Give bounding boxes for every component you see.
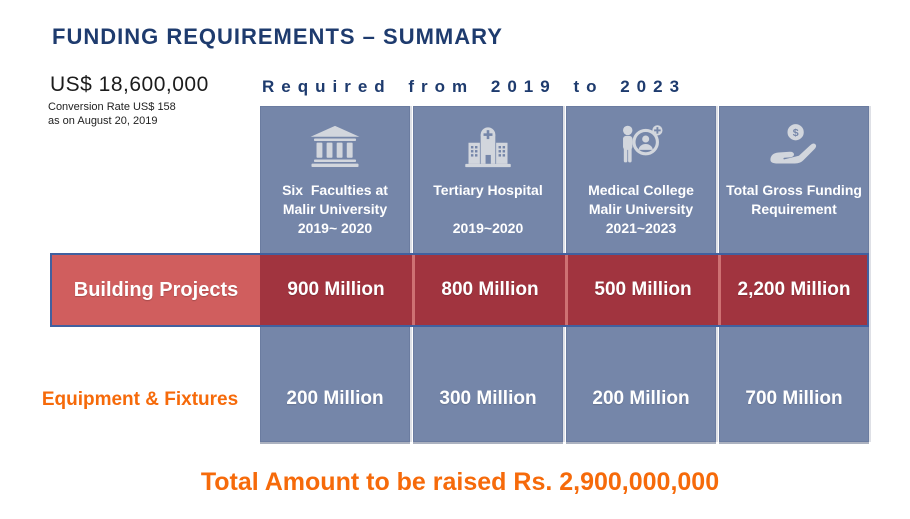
column-header-line — [722, 219, 866, 238]
svg-text:$: $ — [792, 126, 799, 139]
conversion-date-line: as on August 20, 2019 — [48, 115, 158, 127]
column-header-label — [569, 181, 713, 238]
column-header-label — [263, 181, 407, 238]
column-header-line: Medical College — [588, 182, 694, 198]
building-projects-value: 2,200 Million — [718, 255, 867, 325]
hand-dollar-icon — [720, 115, 868, 177]
row-label-building-projects: Building Projects — [52, 255, 260, 325]
equipment-fixtures-value: 200 Million — [592, 388, 690, 409]
column-header-line: Requirement — [751, 201, 837, 217]
building-projects-value: 900 Million — [287, 279, 385, 300]
equipment-fixtures-value: 700 Million — [745, 388, 843, 409]
conversion-rate-line: Conversion Rate US$ 158 — [48, 101, 176, 113]
column-header-line: Six Faculties at — [282, 182, 388, 198]
column-header-label — [722, 181, 866, 238]
column-header-line: Tertiary Hospital — [433, 182, 543, 198]
bank-icon — [261, 115, 409, 177]
column-header-line: Total Gross Funding — [726, 182, 862, 198]
column-header-line: 2019~2020 — [452, 220, 524, 236]
column-header-line — [416, 200, 560, 219]
building-projects-value: 500 Million — [565, 255, 718, 325]
required-period-heading: Required from 2019 to 2023 — [262, 77, 687, 96]
building-projects-value: 800 Million — [412, 255, 565, 325]
column-header-line: Malir University — [588, 201, 694, 217]
doctor-icon — [567, 115, 715, 177]
conversion-note — [48, 100, 176, 128]
column-header-line: 2021~2023 — [605, 220, 677, 236]
page-title: FUNDING REQUIREMENTS – SUMMARY — [52, 24, 503, 49]
column-header-line: 2019~ 2020 — [297, 220, 373, 236]
column-header-line: Malir University — [282, 201, 388, 217]
hospital-icon — [414, 115, 562, 177]
building-projects-row — [50, 253, 869, 327]
usd-amount: US$ 18,600,000 — [50, 73, 209, 96]
equipment-fixtures-value: 200 Million — [286, 388, 384, 409]
total-amount-line: Total Amount to be raised Rs. 2,900,000,000 — [200, 468, 720, 496]
equipment-fixtures-value: 300 Million — [439, 388, 537, 409]
row-label-equipment-fixtures: Equipment & Fixtures — [41, 389, 239, 410]
column-header-label — [416, 181, 560, 238]
